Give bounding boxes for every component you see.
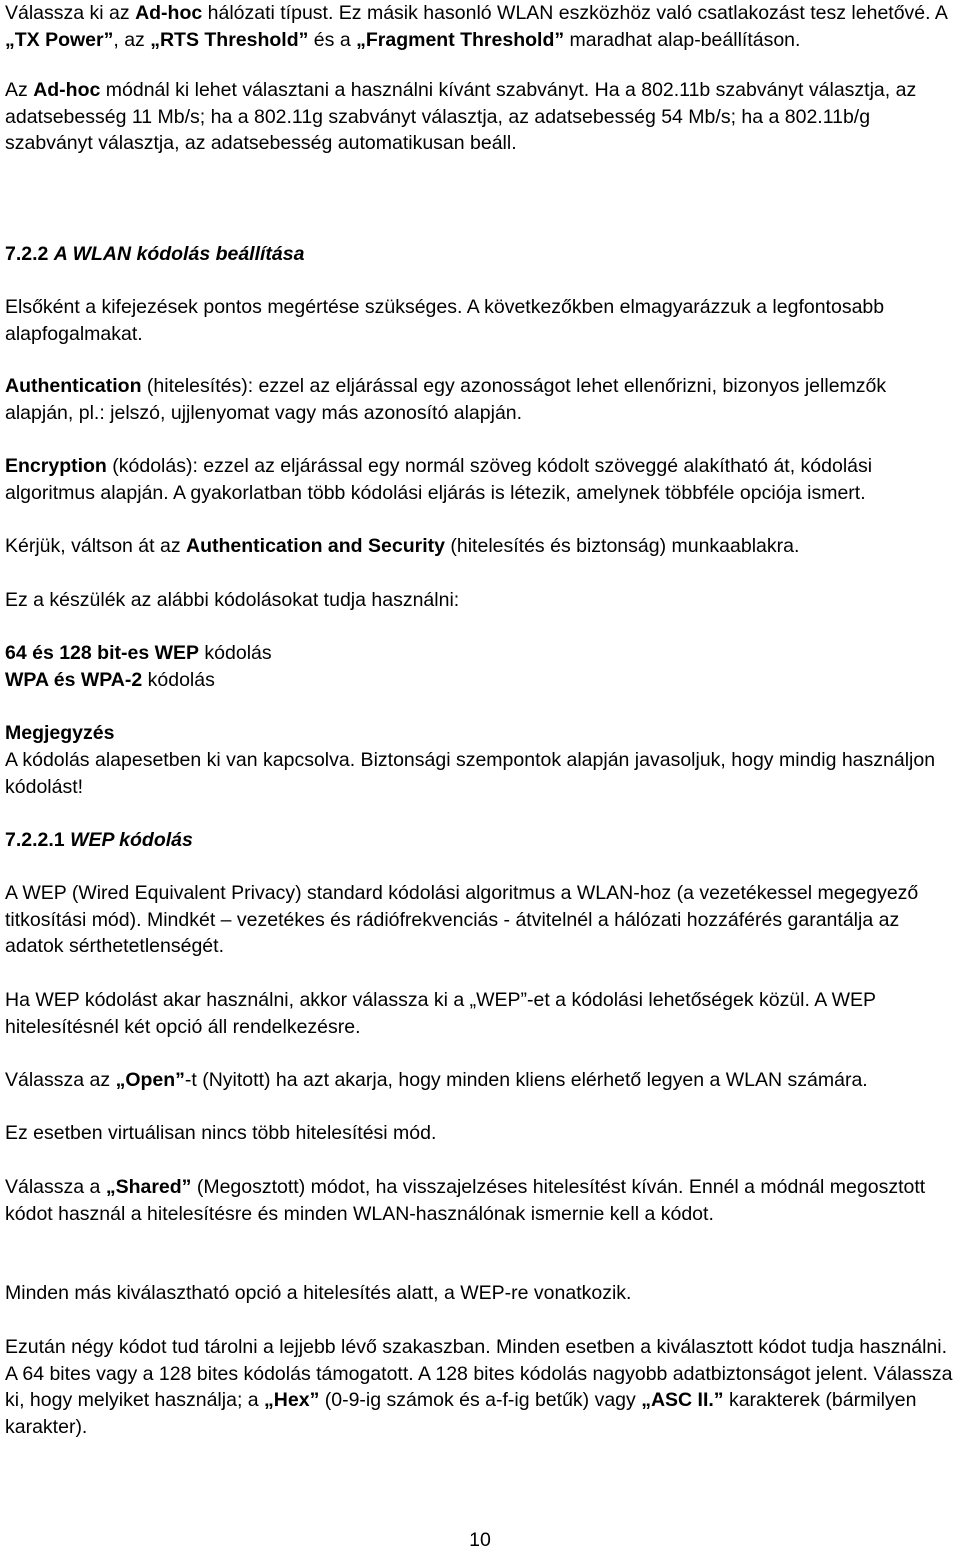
list-item-wep: 64 és 128 bit-es WEP kódolás	[5, 642, 272, 664]
paragraph-encryption: Encryption (kódolás): ezzel az eljárással egy normál szöveg kódolt szöveggé alakítható át, kódolási algoritmus alapján. A gyakorlatban több kódolási eljárás is létezik, amelynek többféle opciója ismert.	[5, 455, 873, 504]
note-title: Megjegyzés	[5, 722, 115, 744]
page-number: 10	[469, 1529, 491, 1551]
paragraph-wep-usage: Ha WEP kódolást akar használni, akkor válassza ki a „WEP”-et a kódolási lehetőségek közül. A WEP hitelesítésnél két opció áll rendelkezésre.	[5, 989, 876, 1038]
section-heading-wlan-encryption: 7.2.2 A WLAN kódolás beállítása	[5, 243, 305, 265]
paragraph-adhoc-type: Válassza ki az Ad-hoc hálózati típust. Ez másik hasonló WLAN eszközhöz való csatlakozást tesz lehetővé. A „TX Power”, az „RTS Threshold” és a „Fragment Threshold” maradhat alap-beállításon.	[5, 2, 947, 51]
paragraph-switch-tab: Kérjük, váltson át az Authentication and Security (hitelesítés és biztonság) munkaablakra.	[5, 535, 800, 557]
paragraph-shared-mode: Válassza a „Shared” (Megosztott) módot, ha visszajelzéses hitelesítést kíván. Ennél a módnál megosztott kódot használ a hitelesítésre és minden WLAN-használónak ismernie kell a kódot.	[5, 1176, 926, 1225]
paragraph-open-mode: Válassza az „Open”-t (Nyitott) ha azt akarja, hogy minden kliens elérhető legyen a WLAN számára.	[5, 1069, 868, 1091]
paragraph-authentication: Authentication (hitelesítés): ezzel az eljárással egy azonosságot lehet ellenőrizni, bizonyos jellemzők alapján, pl.: jelszó, ujjlenyomat vagy más azonosító alapján.	[5, 375, 887, 424]
paragraph-wep-definition: A WEP (Wired Equivalent Privacy) standard kódolási algoritmus a WLAN-hoz (a vezetékessel megegyező titkosítási mód). Mindkét – vezetékes és rádiófrekvenciás - átvitelnél a hálózati hozzáférés garantálja az adatok sérthetetlenségét.	[5, 882, 919, 958]
paragraph-other-options: Minden más kiválasztható opció a hitelesítés alatt, a WEP-re vonatkozik.	[5, 1282, 632, 1304]
paragraph-intro: Elsőként a kifejezések pontos megértése szükséges. A következőkben elmagyarázzuk a legfontosabb alapfogalmakat.	[5, 296, 885, 345]
paragraph-adhoc-standard: Az Ad-hoc módnál ki lehet választani a használni kívánt szabványt. Ha a 802.11b szabványt választja, az adatsebesség 11 Mb/s; ha a 802.11g szabványt választja, az adatsebesség 54 Mb/s; ha a 802.11b/g szabványt választja, az adatsebesség automatikusan beáll.	[5, 79, 917, 155]
paragraph-supported-encryptions: Ez a készülék az alábbi kódolásokat tudja használni:	[5, 589, 460, 611]
paragraph-open-note: Ez esetben virtuálisan nincs több hitelesítési mód.	[5, 1122, 437, 1144]
list-item-wpa: WPA és WPA-2 kódolás	[5, 669, 215, 691]
subsection-heading-wep: 7.2.2.1 WEP kódolás	[5, 829, 193, 851]
note-text: A kódolás alapesetben ki van kapcsolva. Biztonsági szempontok alapján javasoljuk, hogy mindig használjon kódolást!	[5, 749, 936, 798]
paragraph-keys: Ezután négy kódot tud tárolni a lejjebb lévő szakaszban. Minden esetben a kiválasztott kódot tudja használni. A 64 bites vagy a 128 bites kódolás támogatott. A 128 bites kódolás nagyobb adatbiztonságot jelent. Válassza ki, hogy melyiket használja; a „Hex” (0-9-ig számok és a-f-ig betűk) vagy „ASC II.” karakterek (bármilyen karakter).	[5, 1336, 953, 1438]
